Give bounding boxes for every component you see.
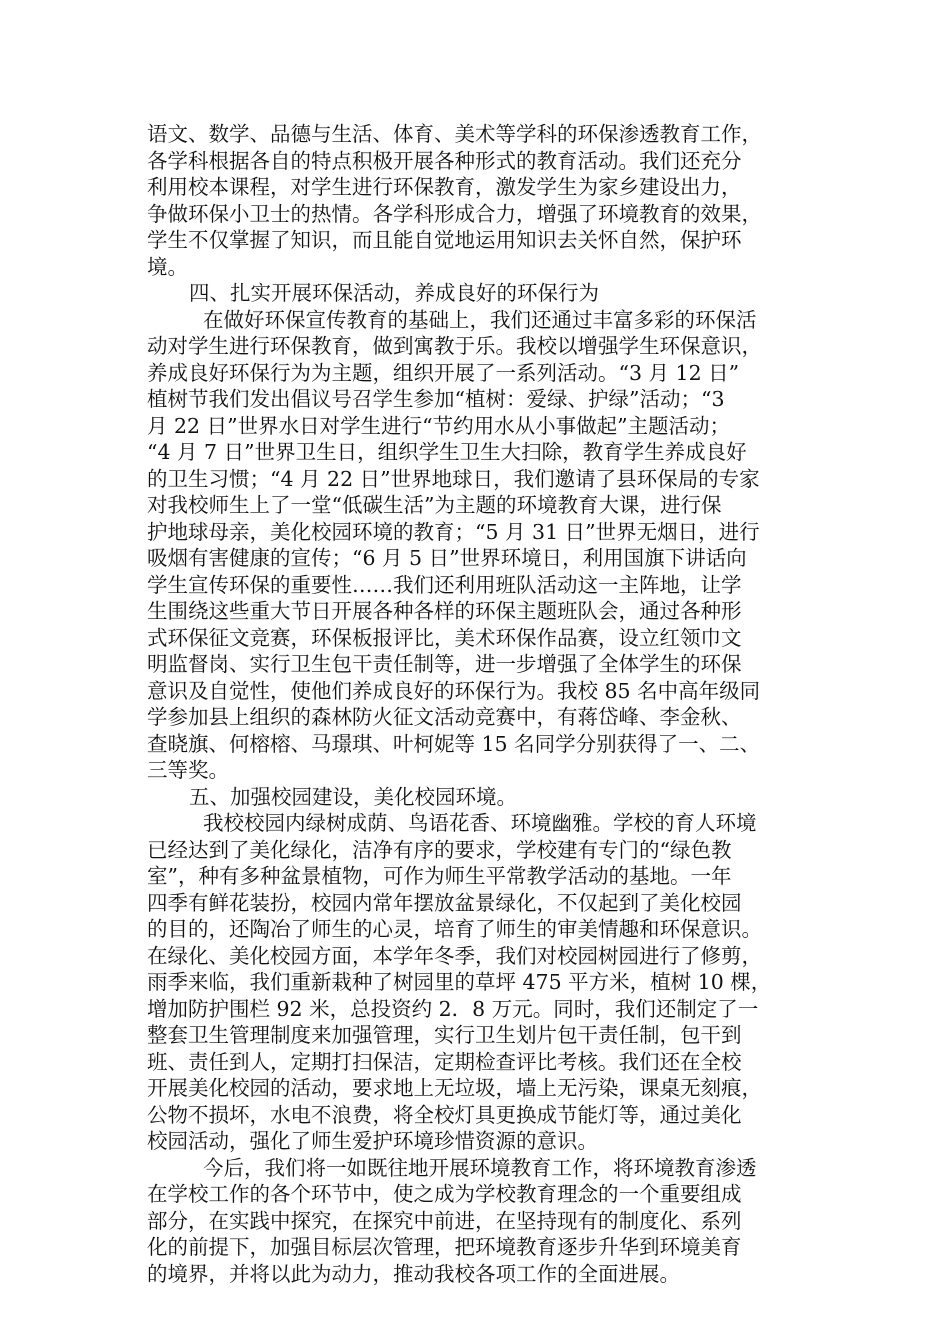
text-line: 吸烟有害健康的宣传；“6 月 5 日”世界环境日，利用国旗下讲话向 bbox=[147, 546, 747, 570]
text-line: 班、责任到人，定期打扫保洁，定期检查评比考核。我们还在全校 bbox=[147, 1049, 742, 1074]
text-line: 语文、数学、品德与生活、体育、美术等学科的环保渗透教育工作， bbox=[147, 122, 762, 146]
text-line: 月 22 日”世界水日对学生进行“节约用水从小事做起”主题活动； bbox=[147, 413, 731, 438]
text-line: 的目的，还陶冶了师生的心灵，培育了师生的审美情趣和环保意识。 bbox=[147, 917, 762, 941]
text-line: 今后，我们将一如既往地开展环境教育工作，将环境教育渗透 bbox=[203, 1155, 757, 1180]
text-line: 护地球母亲，美化校园环境的教育；“5 月 31 日”世界无烟日，进行 bbox=[147, 519, 760, 544]
text-line: 部分，在实践中探究，在探究中前进，在坚持现有的制度化、系列 bbox=[147, 1208, 742, 1233]
text-line: 境。 bbox=[147, 254, 188, 279]
text-line: 的卫生习惯；“4 月 22 日”世界地球日，我们邀请了县环保局的专家 bbox=[147, 466, 760, 491]
text-line: 明监督岗、实行卫生包干责任制等，进一步增强了全体学生的环保 bbox=[147, 652, 742, 676]
text-line: 室”，种有多种盆景植物，可作为师生平常教学活动的基地。一年 bbox=[147, 864, 732, 888]
text-line: “4 月 7 日”世界卫生日，组织学生卫生大扫除，教育学生养成良好 bbox=[147, 440, 747, 464]
text-line: 在学校工作的各个环节中，使之成为学校教育理念的一个重要组成 bbox=[147, 1182, 742, 1206]
text-line: 在绿化、美化校园方面，本学年冬季，我们对校园树园进行了修剪， bbox=[147, 943, 762, 968]
text-line: 学参加县上组织的森林防火征文活动竞赛中，有蒋岱峰、李金秋、 bbox=[147, 705, 742, 729]
text-line: 四、扎实开展环保活动，养成良好的环保行为 bbox=[189, 281, 599, 305]
text-line: 公物不损坏，水电不浪费，将全校灯具更换成节能灯等，通过美化 bbox=[147, 1102, 742, 1127]
text-line: 五、加强校园建设，美化校园环境。 bbox=[189, 784, 517, 809]
text-line: 意识及自觉性，使他们养成良好的环保行为。我校 85 名中高年级同 bbox=[147, 678, 761, 703]
text-line: 查晓旗、何榕榕、马璟琪、叶柯妮等 15 名同学分别获得了一、二、 bbox=[147, 731, 761, 756]
text-line: 生围绕这些重大节日开展各种各样的环保主题班队会，通过各种形 bbox=[147, 599, 742, 623]
text-line: 已经达到了美化绿化，洁净有序的要求，学校建有专门的“绿色教 bbox=[147, 837, 732, 862]
text-line: 雨季来临，我们重新栽种了树园里的草坪 475 平方米，植树 10 棵， bbox=[147, 970, 772, 994]
text-line: 三等奖。 bbox=[147, 758, 229, 782]
text-line: 式环保征文竞赛，环保板报评比，美术环保作品赛，设立红领巾文 bbox=[147, 625, 742, 650]
text-line: 对我校师生上了一堂“低碳生活”为主题的环境教育大课，进行保 bbox=[147, 493, 722, 517]
text-line: 我校校园内绿树成荫、鸟语花香、环境幽雅。学校的育人环境 bbox=[203, 811, 757, 835]
text-line: 动对学生进行环保教育，做到寓教于乐。我校以增强学生环保意识， bbox=[147, 334, 762, 358]
text-line: 四季有鲜花装扮，校园内常年摆放盆景绿化，不仅起到了美化校园 bbox=[147, 890, 742, 915]
text-line: 在做好环保宣传教育的基础上，我们还通过丰富多彩的环保活 bbox=[203, 307, 757, 332]
text-line: 增加防护围栏 92 米，总投资约 2．8 万元。同时，我们还制定了一 bbox=[147, 996, 759, 1021]
text-line: 整套卫生管理制度来加强管理，实行卫生划片包干责任制，包干到 bbox=[147, 1023, 742, 1047]
text-line: 化的前提下，加强目标层次管理，把环境教育逐步升华到环境美育 bbox=[147, 1235, 742, 1259]
text-line: 养成良好环保行为为主题，组织开展了一系列活动。“3 月 12 日” bbox=[147, 360, 740, 385]
document-body-text bbox=[147, 121, 807, 1287]
text-line: 学生不仅掌握了知识，而且能自觉地运用知识去关怀自然，保护环 bbox=[147, 228, 742, 252]
text-line: 开展美化校园的活动，要求地上无垃圾，墙上无污染，课桌无刻痕， bbox=[147, 1076, 762, 1100]
text-line: 各学科根据各自的特点积极开展各种形式的教育活动。我们还充分 bbox=[147, 148, 742, 173]
text-line: 的境界，并将以此为动力，推动我校各项工作的全面进展。 bbox=[147, 1261, 680, 1286]
text-line: 争做环保小卫士的热情。各学科形成合力，增强了环境教育的效果， bbox=[147, 201, 762, 226]
text-line: 植树节我们发出倡议号召学生参加“植树：爱绿、护绿”活动；“3 bbox=[147, 387, 725, 411]
text-line: 校园活动，强化了师生爱护环境珍惜资源的意识。 bbox=[147, 1129, 598, 1153]
text-line: 利用校本课程，对学生进行环保教育，激发学生为家乡建设出力， bbox=[147, 175, 742, 199]
text-line: 学生宣传环保的重要性……我们还利用班队活动这一主阵地，让学 bbox=[147, 572, 742, 597]
